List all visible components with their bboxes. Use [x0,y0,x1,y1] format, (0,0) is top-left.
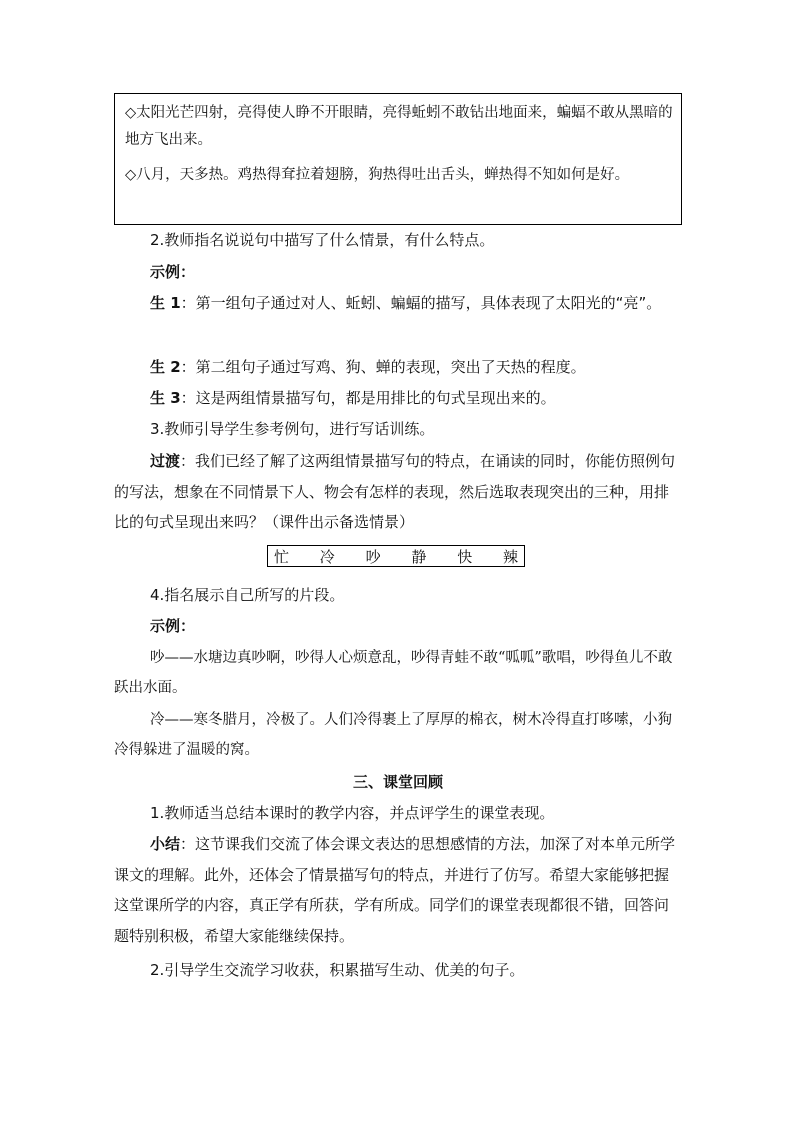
scenario-option: 快 [457,547,473,566]
summary-text: ：这节课我们交流了体会课文表达的思想感情的方法，加深了对本单元所学课文的理解。此外，还体会了情景描写句的特点，并进行了仿写。希望大家能够把握这堂课所学的内容，真正学有所获，学有所成。同学们的课堂表现都很不错，回答问题特别积极，希望大家能继续保持。 [114,835,676,945]
quoted-sentence-2: ◇八月，天多热。鸡热得耷拉着翅膀，狗热得吐出舌头，蝉热得不知如何是好。 [125,167,630,183]
student-3-label: 生 3 [150,389,181,407]
transition-text: ：我们已经了解了这两组情景描写句的特点，在诵读的同时，你能仿照例句的写法，想象在不同情景下人、物会有怎样的表现，然后选取表现突出的三种，用排比的句式呈现出来吗？（课件出示备选情景） [114,452,676,531]
scenario-option: 吵 [365,547,381,566]
student-2-label: 生 2 [150,358,181,376]
step-2-text: 2.教师指名说说句中描写了什么情景，有什么特点。 [150,231,495,249]
example-label-1: 示例： [150,263,196,281]
scenario-option: 冷 [319,547,335,566]
scenario-option: 静 [411,547,427,566]
summary-label: 小结 [150,835,181,853]
example-label-2: 示例： [150,617,196,635]
section-3-title: 三、课堂回顾 [352,773,443,791]
student-3-text: ：这是两组情景描写句，都是用排比的句式呈现出来的。 [180,389,556,407]
quoted-sentences-box [114,93,682,225]
student-2-answer [114,352,718,382]
student-1-label: 生 1 [150,294,181,312]
step-1b-text: 1.教师适当总结本课时的教学内容，并点评学生的课堂表现。 [150,804,555,822]
scenario-options-box [267,545,525,567]
student-1-answer [114,288,682,319]
student-1-text: ：第一组句子通过对人、蚯蚓、蝙蝠的描写，具体表现了太阳光的“亮”。 [180,294,662,312]
scenario-option: 辣 [502,547,518,566]
transition-paragraph [114,446,682,538]
transition-label: 过渡 [150,452,181,470]
step-3-text: 3.教师引导学生参考例句，进行写话训练。 [150,420,435,438]
step-2b-text: 2.引导学生交流学习收获，积累描写生动、优美的句子。 [150,961,525,979]
example-cold: 冷——寒冬腊月，冷极了。人们冷得裹上了厚厚的棉衣，树木冷得直打哆嗦，小狗冷得躲进了温暖的窝。 [114,712,672,758]
summary-paragraph [114,829,682,951]
quoted-sentence-1: ◇太阳光芒四射，亮得使人睁不开眼睛，亮得蚯蚓不敢钻出地面来，蝙蝠不敢从黑暗的地方飞出来。 [125,105,673,148]
example-noisy: 吵——水塘边真吵啊，吵得人心烦意乱，吵得青蛙不敢“呱呱”歌唱，吵得鱼儿不敢跃出水面。 [114,650,673,696]
scenario-option: 忙 [274,547,290,566]
student-2-text: ：第二组句子通过写鸡、狗、蝉的表现，突出了天热的程度。 [180,358,586,376]
student-3-answer [114,383,718,413]
step-4-text: 4.指名展示自己所写的片段。 [150,586,345,604]
